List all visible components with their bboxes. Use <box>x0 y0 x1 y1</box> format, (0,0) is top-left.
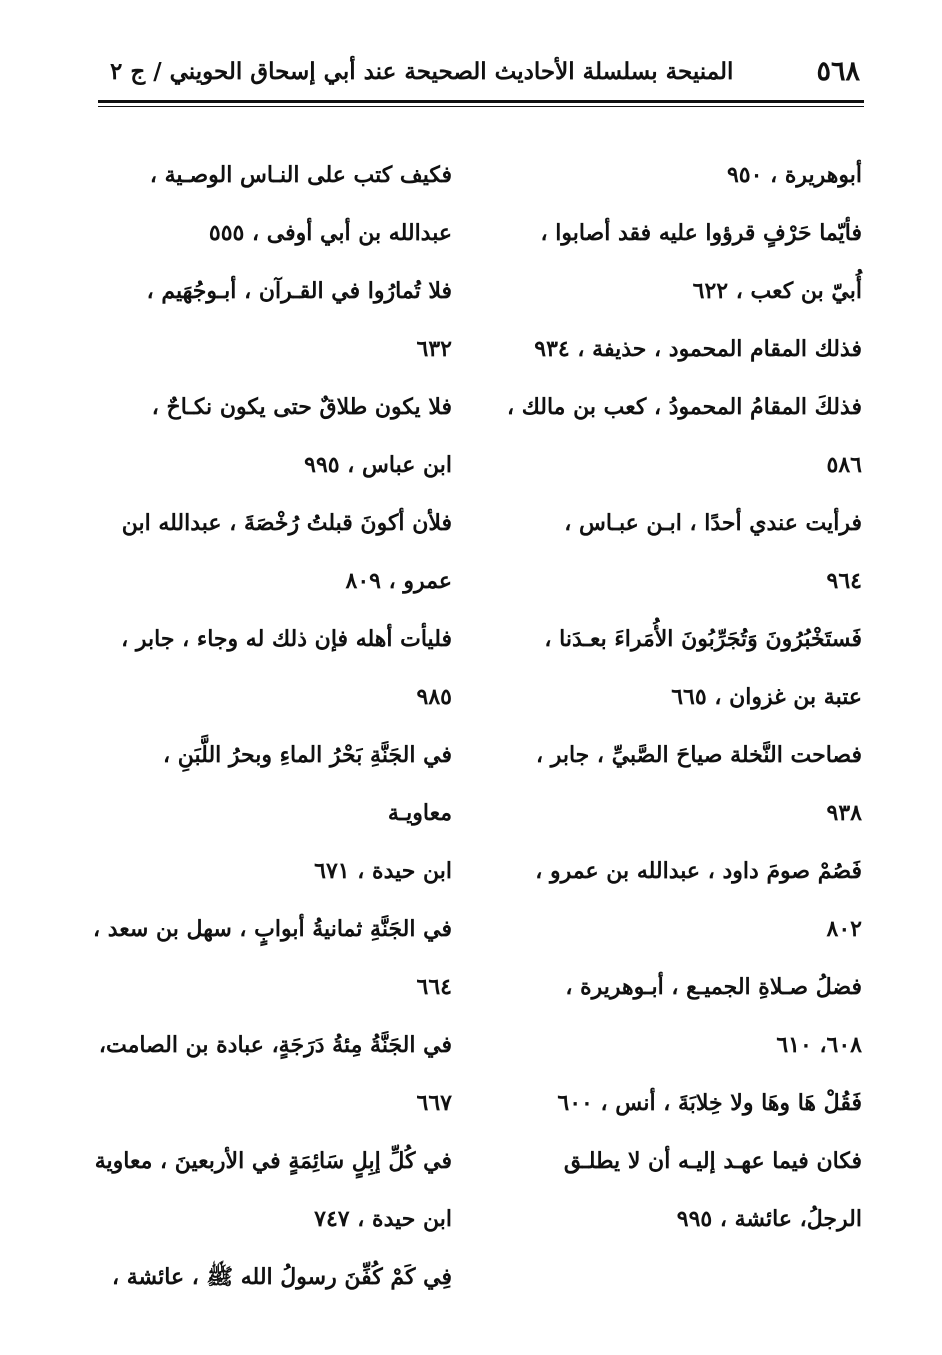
index-column-left <box>92 146 452 1306</box>
entry-reference: ٥٨٦ <box>826 452 862 478</box>
entry-text: فذلكَ المقامُ المحمودُ ، كعب بن مالك ، <box>506 394 862 420</box>
entry-reference: ٩٦٤ <box>826 568 862 594</box>
index-entry <box>92 262 452 378</box>
entry-text: فَستَخْبُرُونَ وَتُجَرِّبُونَ الأُمَراءَ بعـدَنا ، <box>544 626 862 652</box>
entry-reference: ٩٣٨ <box>826 800 862 826</box>
entry-reference: ٦٦٧ <box>416 1090 452 1116</box>
entry-reference: ٨٠٢ <box>826 916 862 942</box>
entry-reference: ٦٣٢ <box>416 336 452 362</box>
index-entry <box>502 204 862 320</box>
entry-text: فليأت أهله فإن ذلك له وجاء ، جابر ، <box>121 626 452 652</box>
index-entry <box>502 1074 862 1132</box>
running-title: المنيحة بسلسلة الأحاديث الصحيحة عند أبي إسحاق الحويني / ج ٢ <box>110 58 734 85</box>
page-header <box>100 52 862 92</box>
entry-reference: ٩٨٥ <box>416 684 452 710</box>
entry-reference: فَقُلْ هَا وهَا ولا خِلابَةَ ، أنس ، ٦٠٠ <box>557 1090 862 1116</box>
entry-reference: ٦٦٤ <box>416 974 452 1000</box>
entry-reference: ابن عباس ، ٩٩٥ <box>304 452 452 478</box>
entry-text: فأيّما حَرْفٍ قرؤوا عليه فقد أصابوا ، <box>540 220 862 246</box>
entry-text: في الجَنَّةُ مِئةُ دَرَجَةٍ، عبادة بن الصامت، <box>98 1032 452 1058</box>
entry-reference: فذلك المقام المحمود ، حذيفة ، ٩٣٤ <box>534 336 862 362</box>
index-column-right <box>502 146 862 1248</box>
index-entry <box>502 610 862 726</box>
index-entry <box>502 958 862 1074</box>
index-entry <box>92 378 452 494</box>
index-entry <box>92 610 452 726</box>
header-rule-thin <box>98 106 864 107</box>
entry-text: فكان فيما عهـد إليـه أن لا يطلـق <box>563 1148 862 1174</box>
entry-reference: أُبيّ بن كعب ، ٦٢٢ <box>692 278 862 304</box>
entry-reference: عمرو ، ٨٠٩ <box>345 568 452 594</box>
index-entry <box>502 494 862 610</box>
index-entry <box>502 726 862 842</box>
index-entry <box>502 146 862 204</box>
entry-text: في الجَنَّةِ ثمانيةُ أبوابٍ ، سهل بن سعد ، <box>92 916 452 942</box>
page-number: ٥٦٨ <box>816 56 860 87</box>
entry-text: في الجَنَّةِ بَحْرُ الماءِ وبحرُ اللَّبَنِ ، معاويـة <box>163 742 452 826</box>
index-entry <box>92 726 452 900</box>
index-entry <box>502 842 862 958</box>
index-entry <box>92 146 452 262</box>
index-entry <box>92 1248 452 1306</box>
entry-reference: عبدالله بن أبي أوفى ، ٥٥٥ <box>208 220 452 246</box>
header-rule-thick <box>98 100 864 103</box>
index-entry <box>502 320 862 378</box>
entry-reference: فِي كَمْ كُفِّنَ رسولُ الله ﷺ ، عائشة ، <box>111 1264 452 1290</box>
entry-text: فرأيت عندي أحدًا ، ابـن عبـاس ، <box>564 510 862 536</box>
index-entry <box>92 494 452 610</box>
entry-text: فلا يكون طلاقٌ حتى يكون نكـاحٌ ، <box>151 394 452 420</box>
index-entry <box>92 1016 452 1132</box>
entry-text: فلا تُمارُوا في القـرآن ، أبـوجُهَيم ، <box>146 278 452 304</box>
entry-reference: أبوهريرة ، ٩٥٠ <box>726 162 862 188</box>
entry-text: فلأن أكونَ قبلتُ رُخْصَةَ ، عبدالله ابن <box>121 510 452 536</box>
entry-reference: ابن حيدة ، ٦٧١ <box>314 858 452 884</box>
entry-reference: الرجلُ، عائشة ، ٩٩٥ <box>676 1206 862 1232</box>
entry-text: فَصُمْ صومَ داود ، عبدالله بن عمرو ، <box>535 858 862 884</box>
index-entry <box>502 1132 862 1248</box>
entry-text: فضلُ صـلاةِ الجميـع ، أبـوهريرة ، <box>565 974 862 1000</box>
entry-text: في كُلِّ إبِلٍ سَائِمَةٍ في الأربعينَ ، معاوية <box>94 1148 452 1174</box>
entry-reference: ٦٠٨، ٦١٠ <box>776 1032 862 1058</box>
entry-reference: ابن حيدة ، ٧٤٧ <box>314 1206 452 1232</box>
index-entry <box>92 1132 452 1248</box>
index-entry <box>92 900 452 1016</box>
index-entry <box>502 378 862 494</box>
entry-text: فصاحت النَّخلة صياحَ الصَّبيِّ ، جابر ، <box>535 742 862 768</box>
entry-reference: عتبة بن غزوان ، ٦٦٥ <box>671 684 862 710</box>
entry-text: فكيف كتب على النـاس الوصـية ، <box>149 162 452 188</box>
